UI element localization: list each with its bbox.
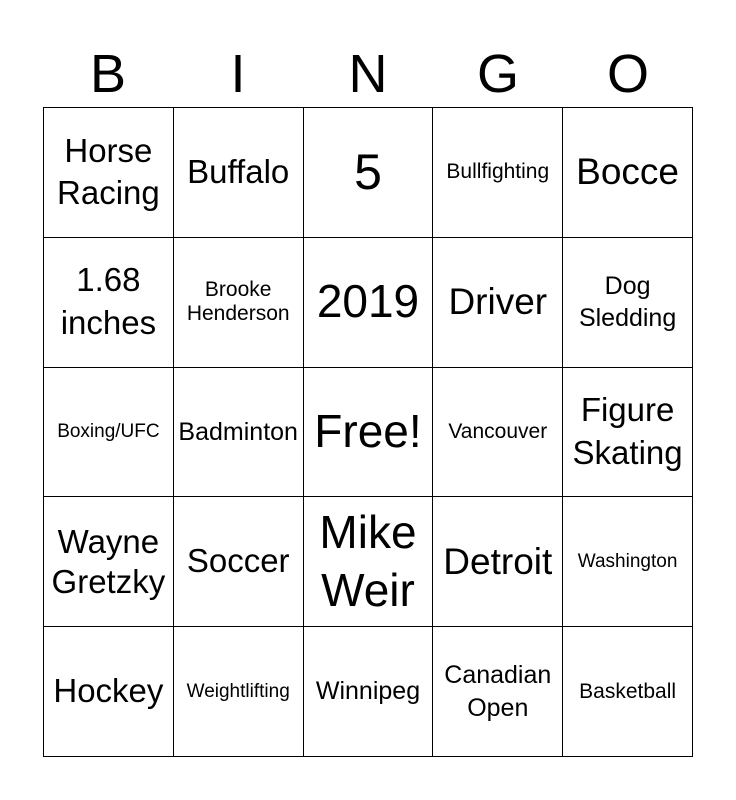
cell-text: Figure Skating — [572, 391, 683, 471]
cell-text: Free! — [314, 405, 422, 458]
cell-text: Bullfighting — [446, 160, 550, 184]
header-letter-g: G — [476, 44, 519, 104]
cell-text: Detroit — [443, 540, 553, 582]
cell-text: Boxing/UFC — [57, 421, 160, 443]
cell-text: 5 — [354, 143, 382, 200]
bingo-cell[interactable] — [174, 497, 304, 627]
bingo-cell[interactable] — [174, 627, 304, 757]
bingo-cell[interactable] — [44, 497, 174, 627]
bingo-cell[interactable] — [433, 368, 563, 498]
cell-text: Dog Sledding — [578, 271, 677, 333]
cell-text: Mike Weir — [319, 506, 417, 616]
cell-text: Bocce — [576, 151, 680, 193]
bingo-cell[interactable] — [563, 497, 693, 627]
bingo-cell[interactable] — [174, 238, 304, 368]
cell-text: Brooke Henderson — [186, 278, 290, 326]
cell-text: Winnipeg — [315, 677, 421, 706]
bingo-cell[interactable] — [44, 368, 174, 498]
bingo-cell[interactable] — [304, 497, 434, 627]
bingo-cell[interactable] — [304, 238, 434, 368]
cell-text: Horse Racing — [57, 131, 160, 212]
bingo-cell[interactable] — [304, 108, 434, 238]
free-space[interactable] — [304, 368, 434, 498]
cell-text: 1.68 inches — [60, 261, 157, 342]
cell-text: Weightlifting — [186, 680, 290, 702]
header-letter-i: I — [230, 44, 246, 104]
bingo-cell[interactable] — [563, 627, 693, 757]
bingo-cell[interactable] — [563, 368, 693, 498]
bingo-cell[interactable] — [433, 108, 563, 238]
cell-text: 2019 — [316, 275, 420, 328]
bingo-cell[interactable] — [563, 108, 693, 238]
bingo-cell[interactable] — [304, 627, 434, 757]
bingo-cell[interactable] — [563, 238, 693, 368]
bingo-cell[interactable] — [433, 627, 563, 757]
bingo-cell[interactable] — [174, 108, 304, 238]
bingo-cell[interactable] — [44, 108, 174, 238]
bingo-cell[interactable] — [433, 497, 563, 627]
bingo-cell[interactable] — [44, 238, 174, 368]
cell-text: Driver — [448, 281, 548, 322]
bingo-cell[interactable] — [44, 627, 174, 757]
bingo-cell[interactable] — [174, 368, 304, 498]
cell-text: Badminton — [178, 417, 298, 446]
cell-text: Wayne Gretzky — [51, 523, 166, 600]
cell-text: Canadian Open — [444, 661, 552, 722]
cell-text: Buffalo — [187, 152, 290, 190]
bingo-header — [43, 40, 693, 108]
cell-text: Basketball — [579, 679, 677, 703]
bingo-cell[interactable] — [433, 238, 563, 368]
header-letter-n: N — [348, 44, 388, 104]
cell-text: Hockey — [53, 672, 164, 710]
header-letter-o: O — [606, 44, 649, 104]
cell-text: Soccer — [186, 542, 290, 580]
header-letter-b: B — [89, 44, 127, 104]
cell-text: Vancouver — [448, 419, 548, 443]
cell-text: Washington — [577, 550, 678, 572]
bingo-board — [43, 107, 693, 757]
